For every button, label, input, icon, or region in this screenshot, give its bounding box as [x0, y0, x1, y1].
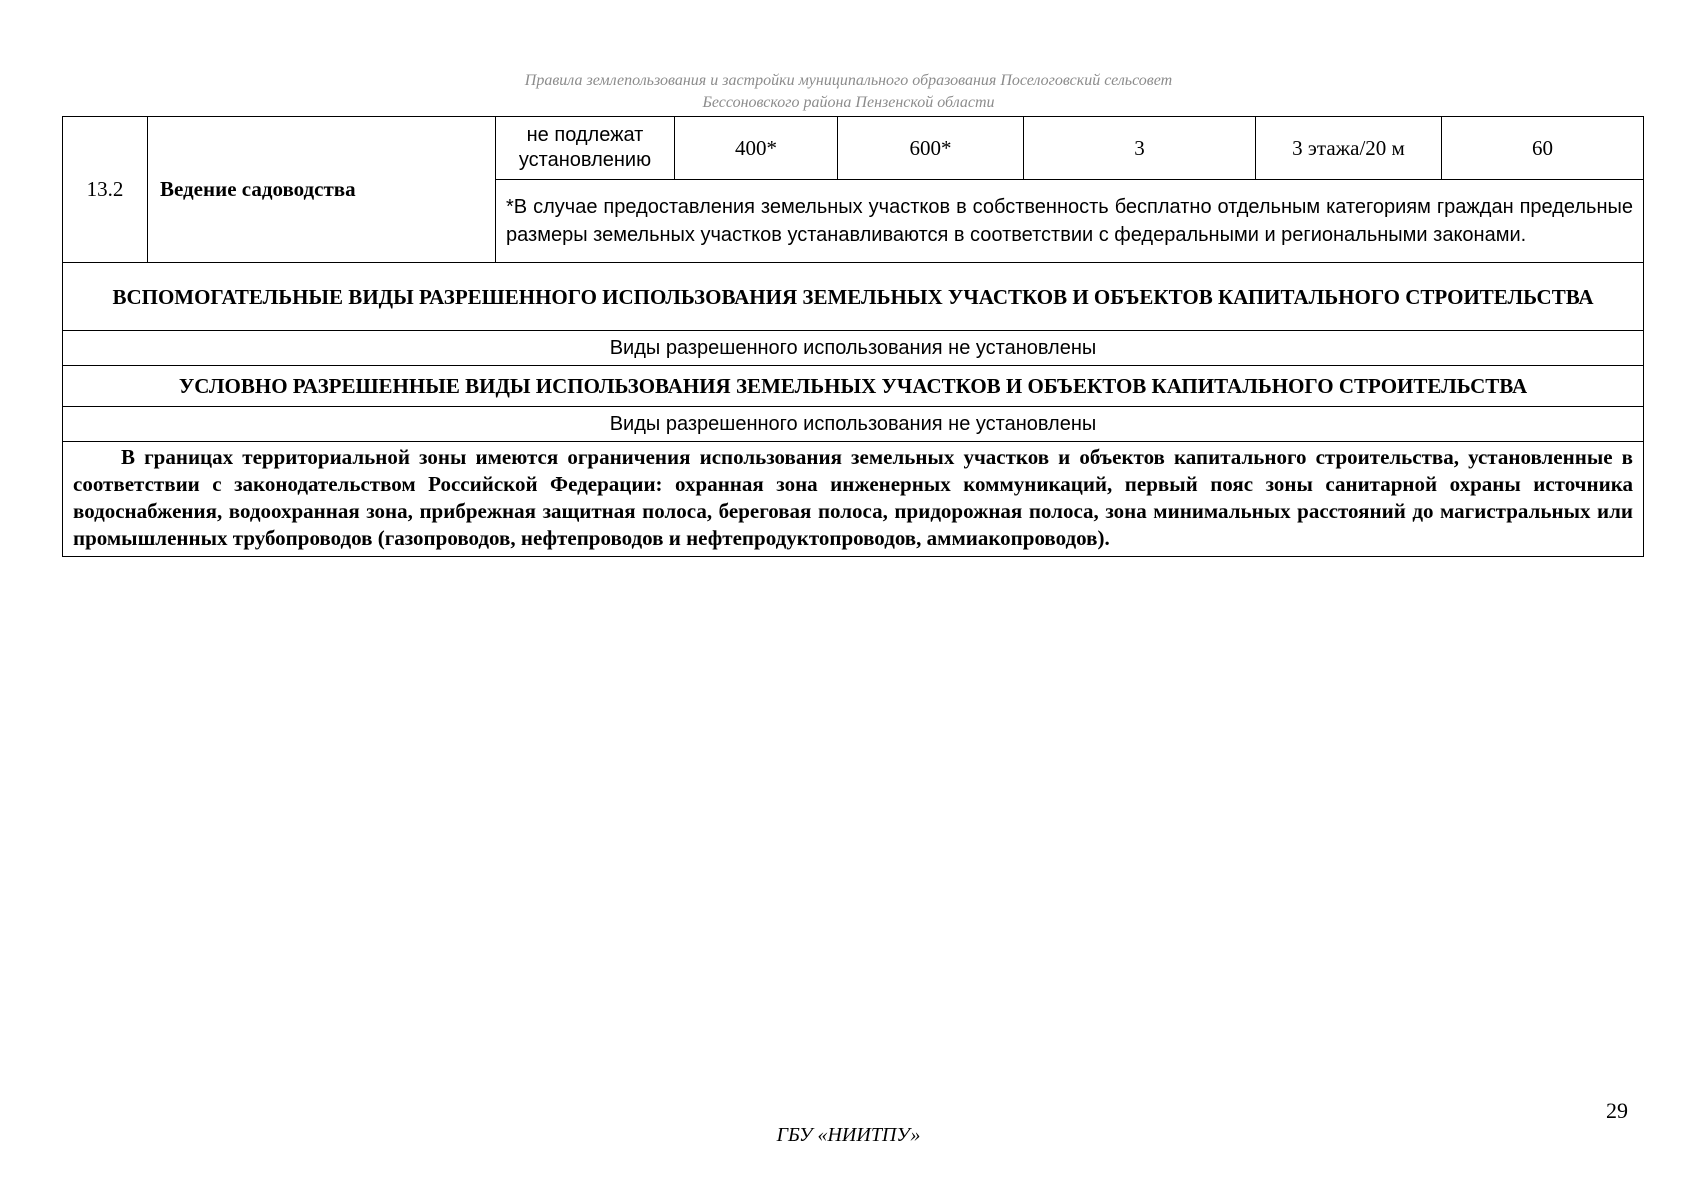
restrictions-text: В границах территориальной зоны имеются ограничения использования земельных участков и объектов капитального строительства, установленные в соответствии с законодательством Российской Федерации: охранная зона инженерных коммуникаций, первый пояс зоны санитарной охраны источника водоснабжения, водоохранная зона, прибрежная защитная полоса, береговая полоса, придорожная полоса, зона минимальных расстояний до магистральных или промышленных трубопроводов (газопроводов, нефтепроводов и нефтепродуктопроводов, аммиакопроводов). — [73, 445, 1633, 550]
value-cell: 600* — [838, 117, 1024, 180]
row-number: 13.2 — [63, 117, 148, 263]
value-cell: 400* — [675, 117, 838, 180]
zoning-table — [62, 116, 1644, 557]
table-row — [63, 331, 1644, 366]
value-cell: не подлежат установлению — [496, 117, 675, 180]
header-line-2: Бессоновского района Пензенской области — [702, 94, 995, 111]
value-cell: 60 — [1442, 117, 1644, 180]
row-name: Ведение садоводства — [148, 117, 496, 263]
auxiliary-section-text: Виды разрешенного использования не установлены — [63, 331, 1644, 366]
footer-organization: ГБУ «НИИТПУ» — [776, 1124, 921, 1146]
value-cell: 3 — [1024, 117, 1256, 180]
page-number: 29 — [1606, 1098, 1628, 1123]
header-line-1: Правила землепользования и застройки муниципального образования Поселоговский сельсовет — [524, 72, 1173, 89]
auxiliary-section-title: ВСПОМОГАТЕЛЬНЫЕ ВИДЫ РАЗРЕШЕННОГО ИСПОЛЬЗОВАНИЯ ЗЕМЕЛЬНЫХ УЧАСТКОВ И ОБЪЕКТОВ КАПИТАЛЬНОГО СТРОИТЕЛЬСТВА — [63, 263, 1644, 331]
table-row — [63, 263, 1644, 331]
restrictions-cell — [63, 442, 1644, 557]
table-row — [63, 442, 1644, 557]
row-note: *В случае предоставления земельных участков в собственность бесплатно отдельным категориям граждан предельные размеры земельных участков устанавливаются в соответствии с федеральными и региональными законами. — [496, 180, 1644, 263]
value-cell: 3 этажа/20 м — [1256, 117, 1442, 180]
conditional-section-text: Виды разрешенного использования не установлены — [63, 407, 1644, 442]
table-row — [63, 117, 1644, 180]
table-row — [63, 407, 1644, 442]
document-header — [0, 70, 1697, 114]
conditional-section-title: УСЛОВНО РАЗРЕШЕННЫЕ ВИДЫ ИСПОЛЬЗОВАНИЯ ЗЕМЕЛЬНЫХ УЧАСТКОВ И ОБЪЕКТОВ КАПИТАЛЬНОГО СТРОИТЕЛЬСТВА — [63, 366, 1644, 407]
table-row — [63, 366, 1644, 407]
